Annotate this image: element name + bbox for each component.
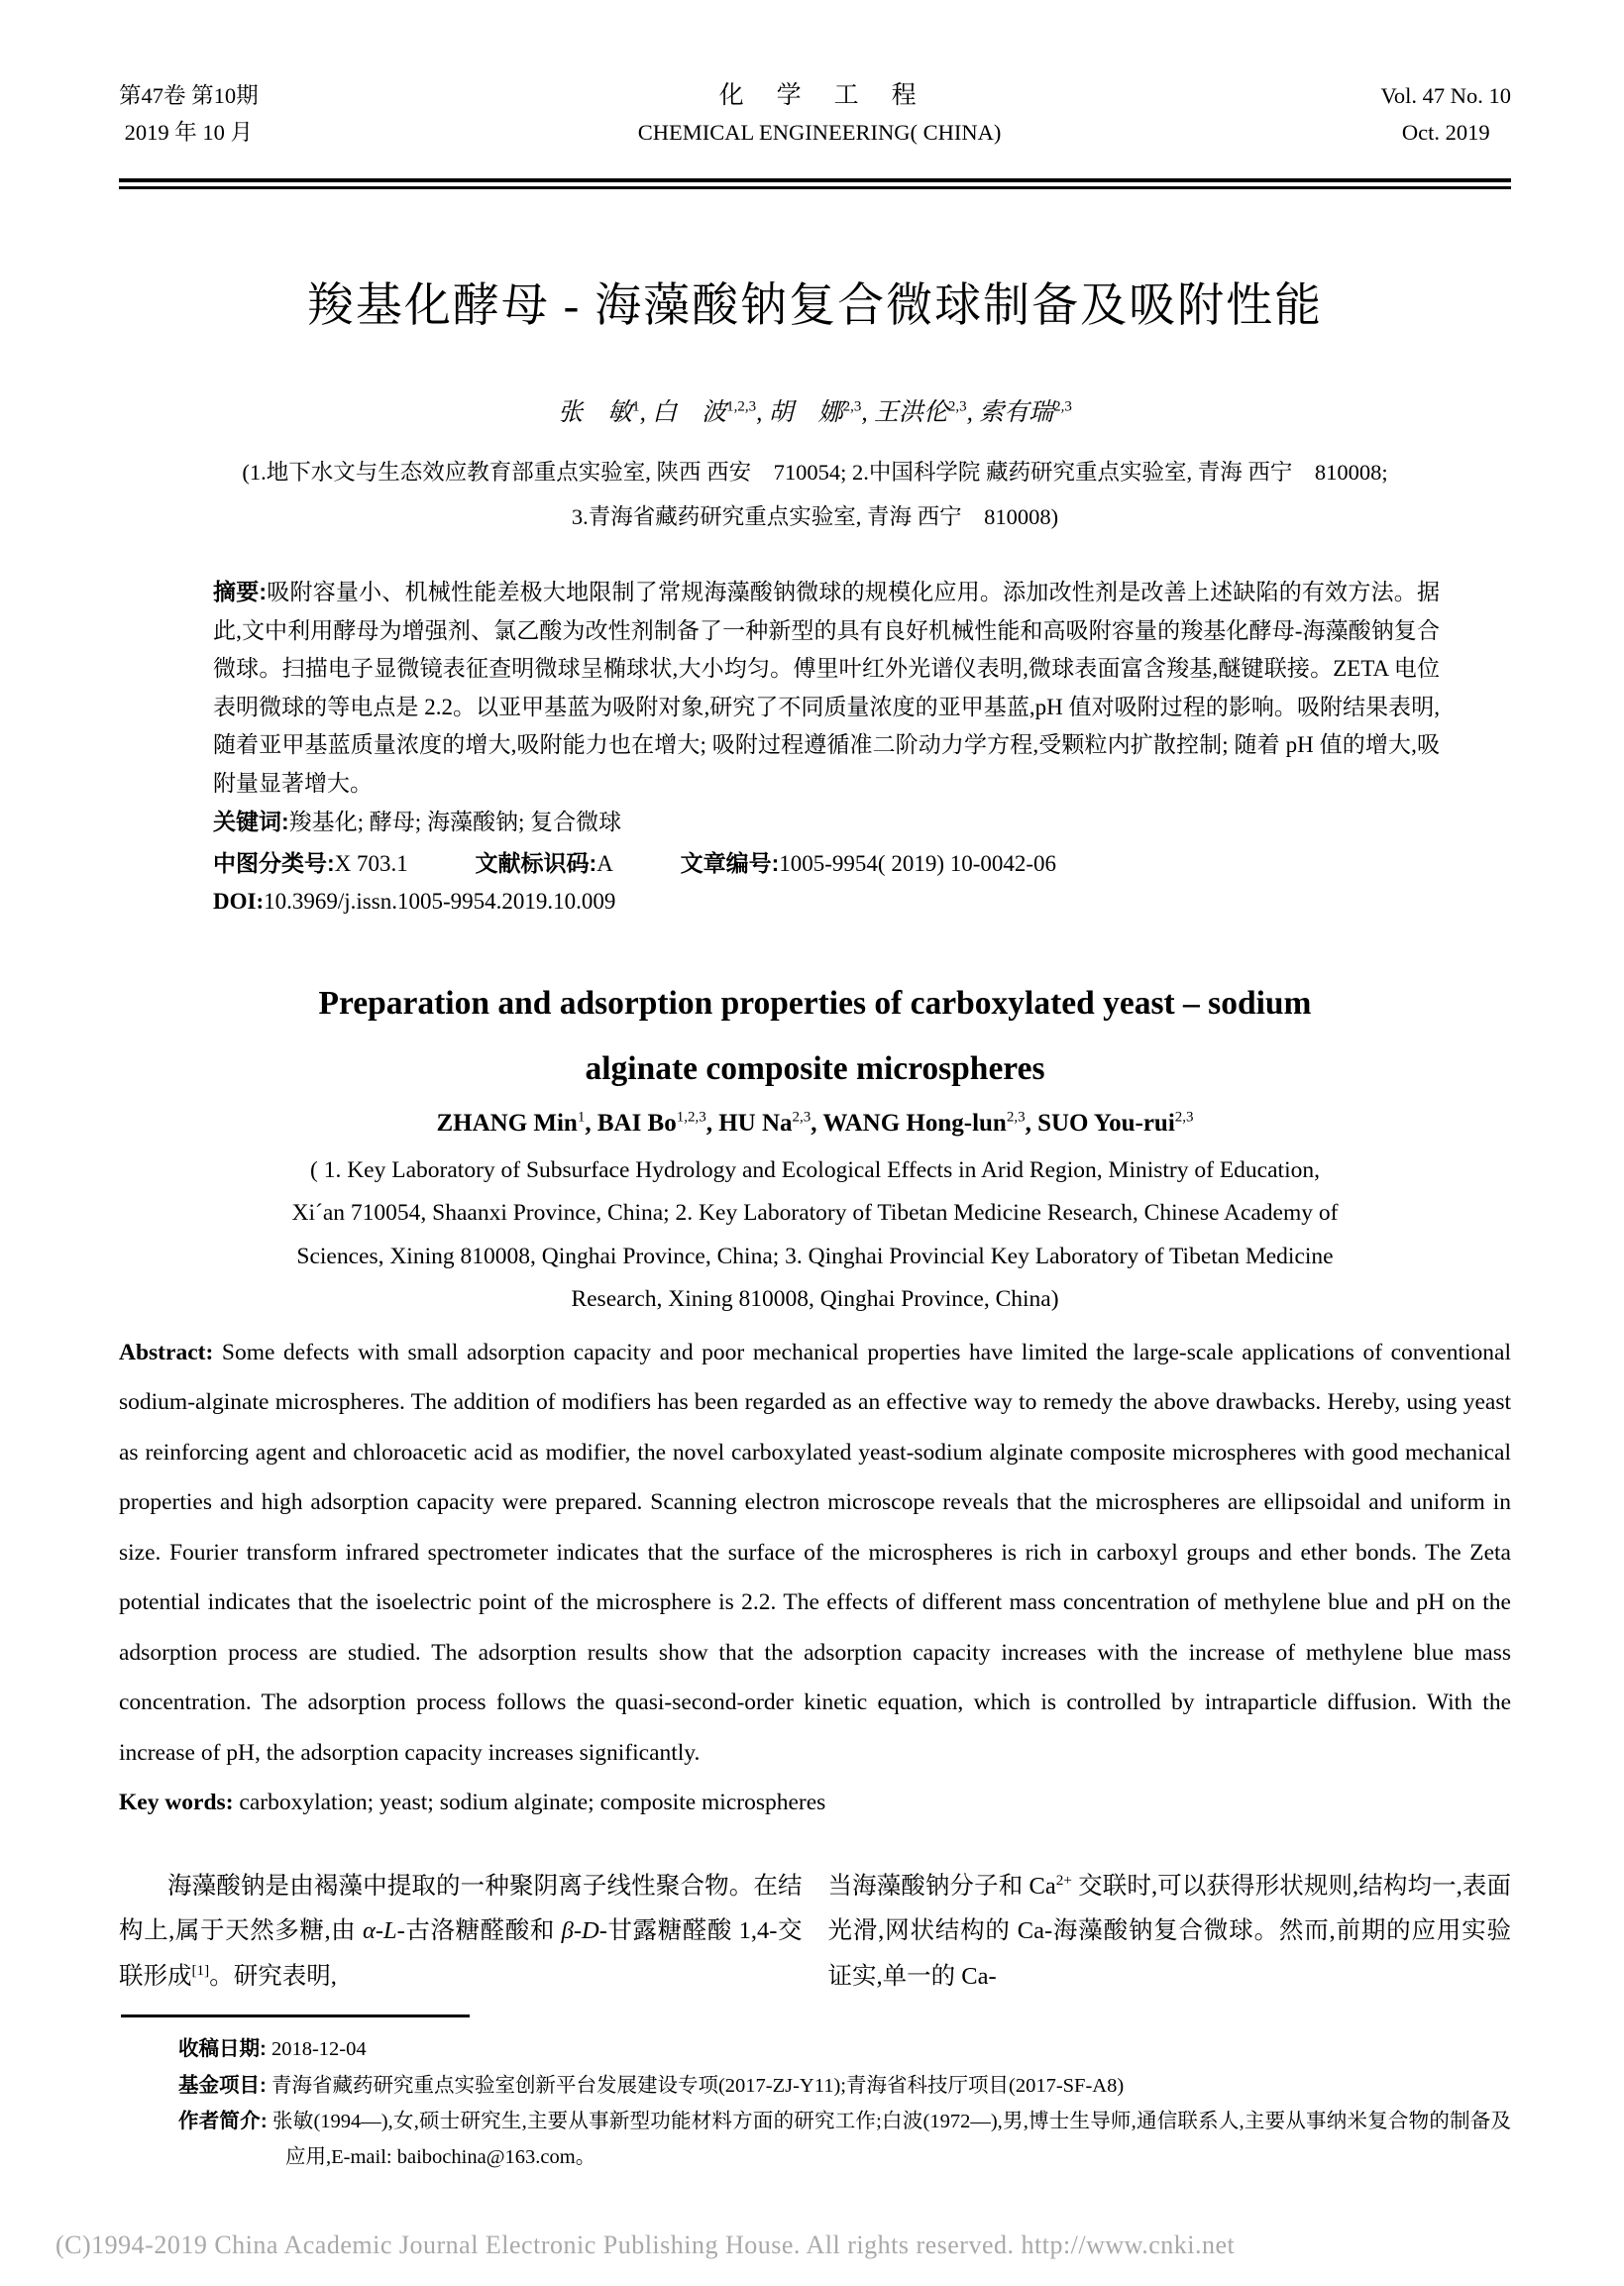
author-bio-text: 张敏(1994—),女,硕士研究生,主要从事新型功能材料方面的研究工作;白波(1972—),男,博士生导师,通信联系人,主要从事纳米复合物的制备及应用,E-mail: baibochina@163.com。 <box>267 2111 1512 2168</box>
body-column-right: 当海藻酸钠分子和 $Ca^{2+}$ 交联时,可以获得形状规则,结构均一,表面光滑,网状结构的 Ca-海藻酸钠复合微球。然而,前期的应用实验证实,单一的 Ca- <box>827 1871 1512 1990</box>
authors-en: ZHANG Min$^1$, BAI Bo$^{1,2,3}$, HU Na$^{2,3}$, WANG Hong-lun$^{2,3}$, SUO You-rui$^{2,3}$ <box>436 1109 1194 1137</box>
affiliation-en-line4: Research, Xining 810008, Qinghai Province, China) <box>571 1286 1059 1312</box>
fund-text: 青海省藏药研究重点实验室创新平台发展建设专项(2017-ZJ-Y11);青海省科技厅项目(2017-SF-A8) <box>266 2074 1125 2097</box>
journal-name-cn: 化 学 工 程 <box>718 82 920 109</box>
affiliations-en <box>119 1149 1511 1322</box>
footnote-fund <box>119 2068 1511 2105</box>
keywords-cn-text: 羧基化; 酵母; 海藻酸钠; 复合微球 <box>288 810 622 834</box>
received-date-label: 收稿日期: <box>178 2037 267 2060</box>
meta-row <box>213 844 1440 884</box>
abstract-cn-text: 吸附容量小、机械性能差极大地限制了常规海藻酸钠微球的规模化应用。添加改性剂是改善上述缺陷的有效方法。据此,文中利用酵母为增强剂、氯乙酸为改性剂制备了一种新型的具有良好机械性能和高吸附容量的羧基化酵母-海藻酸钠复合微球。扫描电子显微镜表征查明微球呈椭球状,大小均匀。傅里叶红外光谱仪表明,微球表面富含羧基,醚键联接。ZETA 电位表明微球的等电点是 2.2。以亚甲基蓝为吸附对象,研究了不同质量浓度的亚甲基蓝,pH 值对吸附过程的影响。吸附结果表明,随着亚甲基蓝质量浓度的增大,吸附能力也在增大; 吸附过程遵循准二阶动力学方程,受颗粒内扩散控制; 随着 pH 值的增大,吸附量显著增大。 <box>213 580 1440 796</box>
abstract-cn <box>213 573 1440 803</box>
affiliations-cn <box>119 450 1511 539</box>
header-divider <box>119 178 1511 189</box>
paper-title-en <box>119 971 1511 1102</box>
footnote-author-bio <box>119 2104 1511 2175</box>
journal-header <box>119 77 1511 151</box>
journal-issue-info <box>119 77 259 151</box>
abstract-en-text: Some defects with small adsorption capacity and poor mechanical properties have limited the large-scale applications of conventional sodium-alginate microspheres. The addition of modifiers has been regarded as an effective way to remedy the above drawbacks. Hereby, using yeast as reinforcing agent and chloroacetic acid as modifier, the novel carboxylated yeast-sodium alginate composite microspheres with good mechanical properties and high adsorption capacity were prepared. Scanning electron microscope reveals that the microspheres are ellipsoidal and uniform in size. Fourier transform infrared spectrometer indicates that the surface of the microspheres is rich in carboxyl groups and ether bonds. The Zeta potential indicates that the isoelectric point of the microsphere is 2.2. The effects of different mass concentration of methylene blue and pH on the adsorption process are studied. The adsorption results show that the adsorption capacity increases with the increase of methylene blue mass concentration. The adsorption process follows the quasi-second-order kinetic equation, which is controlled by intraparticle diffusion. With the increase of pH, the adsorption capacity increases significantly. <box>119 1339 1511 1766</box>
paper-title-cn: 羧基化酵母 - 海藻酸钠复合微球制备及吸附性能 <box>306 280 1324 332</box>
body-columns <box>119 1864 1511 2000</box>
clc-label: 中图分类号: <box>213 849 335 876</box>
article-number <box>681 851 1056 876</box>
authors-cn: 张 敏$^1$, 白 波$^{1,2,3}$, 胡 娜$^{2,3}$, 王洪伦$^{2,3}$, 索有瑞$^{2,3}$ <box>558 398 1072 426</box>
footnote-block <box>119 2014 1511 2175</box>
doi-value: 10.3969/j.issn.1005-9954.2019.10.009 <box>264 889 616 914</box>
document-code-label: 文献标识码: <box>475 849 597 876</box>
document-code <box>476 851 613 876</box>
fund-label: 基金项目: <box>178 2073 267 2097</box>
keywords-cn <box>213 803 1440 842</box>
clc-number <box>213 851 408 876</box>
doi-row <box>213 883 1440 922</box>
abstract-block-cn <box>213 573 1440 922</box>
article-number-label: 文章编号: <box>680 849 780 876</box>
document-code-value: A <box>596 850 613 876</box>
date-en: Oct. 2019 <box>1401 120 1490 145</box>
abstract-cn-label: 摘要: <box>213 579 268 604</box>
footnote-received-date <box>119 2031 1511 2068</box>
abstract-en <box>119 1328 1511 1779</box>
keywords-en <box>119 1778 1511 1828</box>
article-number-value: 1005-9954( 2019) 10-0042-06 <box>779 850 1057 876</box>
affiliation-cn-line1: (1.地下水文与生态效应教育部重点实验室, 陕西 西安 710054; 2.中国科学院 藏药研究重点实验室, 青海 西宁 810008; <box>242 460 1388 485</box>
cnki-copyright-notice: (C)1994-2019 China Academic Journal Electronic Publishing House. All rights reserved. http://www.cnki.net <box>55 2231 1236 2259</box>
volume-issue-en: Vol. 47 No. 10 <box>1380 83 1511 108</box>
keywords-cn-label: 关键词: <box>213 809 289 834</box>
journal-issue-info-en <box>1381 77 1511 151</box>
affiliation-en-line2: Xi´an 710054, Shaanxi Province, China; 2. Key Laboratory of Tibetan Medicine Research, Chinese Academy of <box>291 1200 1339 1226</box>
footnote-divider <box>121 2014 470 2017</box>
affiliation-en-line1: ( 1. Key Laboratory of Subsurface Hydrology and Ecological Effects in Arid Region, Ministry of Education, <box>310 1156 1320 1183</box>
volume-issue-cn: 第47卷 第10期 <box>119 83 259 108</box>
journal-name-en: CHEMICAL ENGINEERING( CHINA) <box>637 120 1002 145</box>
clc-value: X 703.1 <box>334 850 408 876</box>
affiliation-cn-line2: 3.青海省藏药研究重点实验室, 青海 西宁 810008) <box>571 504 1059 529</box>
doi-label: DOI: <box>213 889 265 914</box>
journal-name <box>638 77 1002 151</box>
paper-title-en-line1: Preparation and adsorption properties of carboxylated yeast – sodium <box>318 984 1312 1022</box>
paper-title-en-line2: alginate composite microspheres <box>585 1049 1045 1087</box>
received-date-value: 2018-12-04 <box>266 2038 367 2060</box>
body-column-left: 海藻酸钠是由褐藻中提取的一种聚阴离子线性聚合物。在结构上,属于天然多糖,由 α-L-古洛糖醛酸和 β-D-甘露糖醛酸 1,4-交联形成[1]。研究表明, <box>119 1872 803 1990</box>
date-cn: 2019 年 10 月 <box>124 120 254 145</box>
keywords-en-text: carboxylation; yeast; sodium alginate; composite microspheres <box>233 1790 826 1815</box>
keywords-en-label: Key words: <box>119 1790 234 1815</box>
abstract-en-label: Abstract: <box>119 1339 214 1365</box>
affiliation-en-line3: Sciences, Xining 810008, Qinghai Province, China; 3. Qinghai Provincial Key Laboratory of Tibetan Medicine <box>296 1243 1334 1269</box>
author-bio-label: 作者简介: <box>178 2110 268 2132</box>
